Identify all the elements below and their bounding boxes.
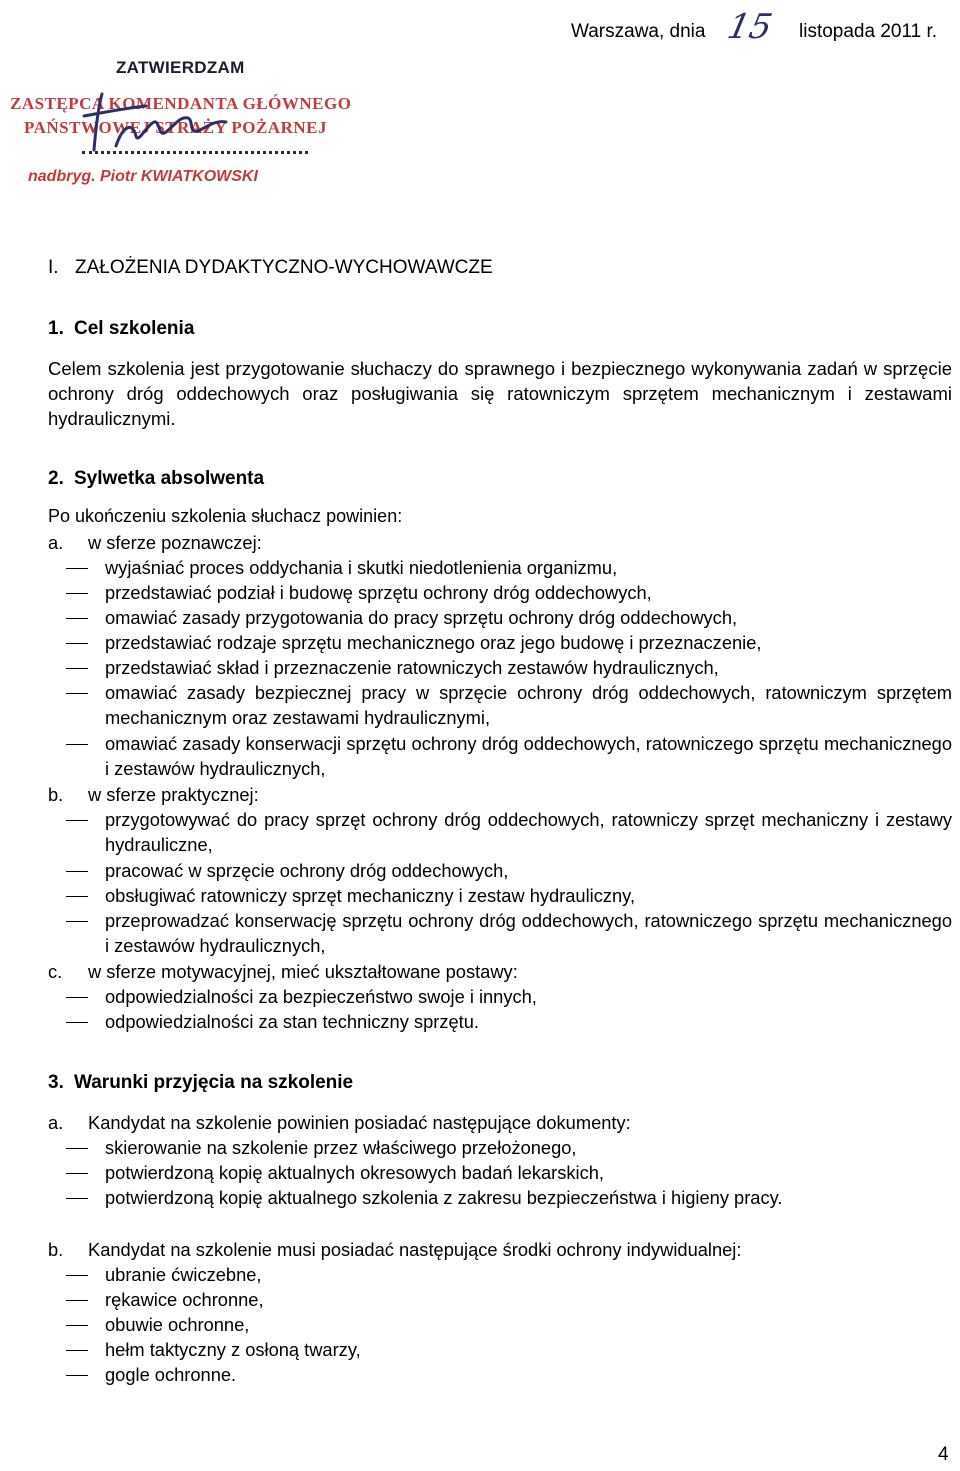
list-item: przeprowadzać konserwację sprzętu ochrony dróg oddechowych, ratowniczego sprzętu mechanicznego i zestawów hydraulicznych, — [48, 908, 952, 958]
list-item: przedstawiać podział i budowę sprzętu ochrony dróg oddechowych, — [48, 580, 952, 605]
sylwetka-intro: Po ukończeniu szkolenia słuchacz powinien: — [48, 506, 403, 526]
section-title: I. ZAŁOŻENIA DYDAKTYCZNO-WYCHOWAWCZE — [48, 257, 493, 278]
list-item: rękawice ochronne, — [48, 1287, 952, 1312]
list-item: obuwie ochronne, — [48, 1312, 952, 1337]
paragraph-cel: Celem szkolenia jest przygotowanie słuchaczy do sprawnego i bezpiecznego wykonywania zadań w sprzęcie ochrony dróg oddechowych oraz posługiwania się ratowniczym sprzętem mechanicznym i zestawami hydraulicznymi. — [48, 358, 952, 429]
list-marker-b: b. w sferze praktycznej: — [48, 784, 259, 805]
list-item: ubranie ćwiczebne, — [48, 1262, 952, 1287]
list-marker-b: b. Kandydat na szkolenie musi posiadać następujące środki ochrony indywidualnej: — [48, 1239, 742, 1260]
list-marker-a: a. w sferze poznawczej: — [48, 532, 262, 553]
list-item: odpowiedzialności za stan techniczny sprzętu. — [48, 1009, 952, 1034]
list-item: pracować w sprzęcie ochrony dróg oddechowych, — [48, 858, 952, 883]
approval-stamp — [6, 58, 352, 198]
date-line — [571, 7, 951, 50]
heading-warunki: 3. Warunki przyjęcia na szkolenie — [48, 1072, 354, 1093]
date-prefix: Warszawa, dnia — [571, 21, 706, 42]
list-item: omawiać zasady konserwacji sprzętu ochrony dróg oddechowych, ratowniczego sprzętu mechanicznego i zestawów hydraulicznych, — [48, 731, 952, 781]
list-marker-c: c. w sferze motywacyjnej, mieć ukształtowane postawy: — [48, 961, 518, 982]
stamp-title-line2: PAŃSTWOWEJ STRAŻY POŻARNEJ — [24, 118, 327, 137]
svg-text:15: 15 — [723, 7, 776, 47]
list-item: potwierdzoną kopię aktualnego szkolenia z zakresu bezpieczeństwa i higieny pracy. — [48, 1185, 952, 1210]
stamp-name: nadbryg. Piotr KWIATKOWSKI — [28, 168, 258, 185]
handwritten-day — [723, 4, 801, 52]
signature-dotted-line — [82, 151, 308, 154]
stamp-title-line1: ZASTĘPCA KOMENDANTA GŁÓWNEGO — [10, 94, 352, 113]
list-item: omawiać zasady bezpiecznej pracy w sprzęcie ochrony dróg oddechowych, ratowniczym sprzętem mechanicznym oraz zestawami hydraulicznymi, — [48, 680, 952, 730]
list-item: potwierdzoną kopię aktualnych okresowych badań lekarskich, — [48, 1160, 952, 1185]
heading-sylwetka: 2. Sylwetka absolwenta — [48, 468, 265, 489]
list-item: przedstawiać skład i przeznaczenie ratowniczych zestawów hydraulicznych, — [48, 655, 952, 680]
list-item: przedstawiać rodzaje sprzętu mechanicznego oraz jego budowę i przeznaczenie, — [48, 630, 952, 655]
list-item: przygotowywać do pracy sprzęt ochrony dróg oddechowych, ratowniczy sprzęt mechaniczny i zestawy hydrauliczne, — [48, 807, 952, 857]
list-item: wyjaśniać proces oddychania i skutki niedotlenienia organizmu, — [48, 555, 952, 580]
date-month-year: listopada 2011 r. — [799, 21, 938, 42]
list-item: skierowanie na szkolenie przez właściwego przełożonego, — [48, 1135, 952, 1160]
list-item: odpowiedzialności za bezpieczeństwo swoje i innych, — [48, 984, 952, 1009]
heading-cel-szkolenia: 1. Cel szkolenia — [48, 318, 195, 339]
list-item: gogle ochronne. — [48, 1362, 952, 1387]
list-item: obsługiwać ratowniczy sprzęt mechaniczny i zestaw hydrauliczny, — [48, 883, 952, 908]
page-number: 4 — [938, 1444, 949, 1465]
list-marker-a: a. Kandydat na szkolenie powinien posiadać następujące dokumenty: — [48, 1112, 631, 1133]
approve-label: ZATWIERDZAM — [116, 58, 245, 77]
list-item: omawiać zasady przygotowania do pracy sprzętu ochrony dróg oddechowych, — [48, 605, 952, 630]
list-item: hełm taktyczny z osłoną twarzy, — [48, 1337, 952, 1362]
